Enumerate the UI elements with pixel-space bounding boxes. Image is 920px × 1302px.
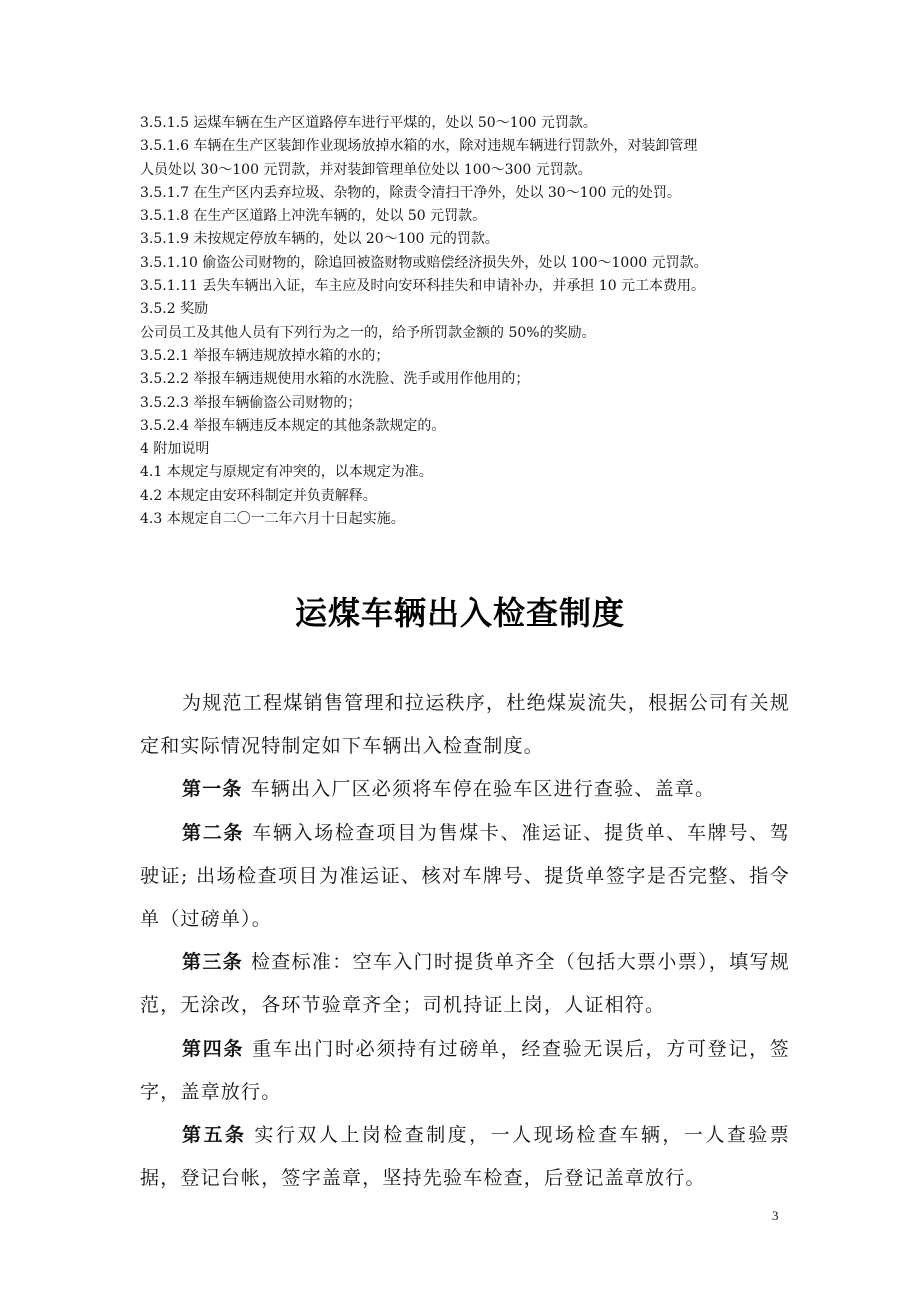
regulation-body [140, 682, 790, 1200]
clause-line: 3.5.1.10 偷盗公司财物的，除追回被盗财物或赔偿经济损失外，处以 100～1000 元罚款。 [140, 254, 708, 271]
clause-line: 3.5.2.1 举报车辆违规放掉水箱的水的； [140, 347, 390, 364]
article-label: 第四条 [182, 1037, 245, 1060]
clause-line: 3.5.2.2 举报车辆违规使用水箱的水洗脸、洗手或用作他用的； [140, 371, 530, 388]
article-4 [140, 1028, 790, 1114]
clause-line: 3.5.1.8 在生产区道路上冲洗车辆的，处以 50 元罚款。 [140, 208, 487, 225]
page-number: 3 [772, 1208, 779, 1223]
article-text: 车辆入场检查项目为售煤卡、准运证、提货单、车牌号、驾驶证; 出场检查项目为准运证、核对车牌号、提货单签字是否完整、指令单（过磅单）。 [140, 821, 790, 931]
clause-line: 公司员工及其他人员有下列行为之一的，给予所罚款金额的 50%的奖励。 [140, 324, 596, 341]
article-text: 重车出门时必须持有过磅单，经查验无误后，方可登记，签字，盖章放行。 [140, 1037, 790, 1103]
intro-paragraph: 为规范工程煤销售管理和拉运秩序，杜绝煤炭流失，根据公司有关规定和实际情况特制定如下车辆出入检查制度。 [140, 692, 790, 758]
article-text: 车辆出入厂区必须将车停在验车区进行查验、盖章。 [250, 778, 716, 801]
article-3 [140, 941, 790, 1027]
document-title: 运煤车辆出入检查制度 [294, 594, 625, 632]
article-5 [140, 1114, 790, 1200]
clause-line: 3.5.1.9 未按规定停放车辆的，处以 20～100 元的罚款。 [140, 231, 499, 248]
clause-line: 3.5.1.6 车辆在生产区装卸作业现场放掉水箱的水，除对违规车辆进行罚款外，对装卸管理 [140, 138, 698, 155]
clause-line: 4.3 本规定自二〇一二年六月十日起实施。 [140, 511, 405, 528]
regulation-clauses [140, 112, 800, 531]
clause-line: 3.5.1.7 在生产区内丢弃垃圾、杂物的，除责令清扫干净外，处以 30～100 元的处罚。 [140, 184, 681, 201]
article-1 [140, 768, 790, 811]
article-label: 第二条 [182, 821, 245, 844]
clause-line: 4.2 本规定由安环科制定并负责解释。 [140, 487, 377, 504]
article-label: 第一条 [182, 778, 243, 801]
article-text: 实行双人上岗检查制度，一人现场检查车辆，一人查验票据，登记台帐，签字盖章，坚持先验车检查，后登记盖章放行。 [140, 1124, 790, 1190]
article-label: 第五条 [182, 1124, 247, 1147]
article-2 [140, 812, 790, 942]
clause-line: 3.5.1.5 运煤车辆在生产区道路停车进行平煤的，处以 50～100 元罚款。 [140, 115, 597, 131]
section-heading: 3.5.2 奖励 [140, 301, 209, 318]
section-heading: 4 附加说明 [140, 441, 210, 458]
article-text: 检查标准：空车入门时提货单齐全（包括大票小票），填写规范，无涂改，各环节验章齐全；司机持证上岗，人证相符。 [140, 951, 790, 1017]
clause-line: 4.1 本规定与原规定有冲突的，以本规定为准。 [140, 464, 433, 481]
clause-line: 3.5.2.4 举报车辆违反本规定的其他条款规定的。 [140, 417, 446, 434]
clause-line: 3.5.2.3 举报车辆偷盗公司财物的； [140, 394, 362, 411]
article-label: 第三条 [182, 951, 243, 974]
clause-line: 3.5.1.11 丢失车辆出入证，车主应及时向安环科挂失和申请补办，并承担 10 元工本费用。 [140, 278, 706, 295]
clause-line: 人员处以 30～100 元罚款，并对装卸管理单位处以 100～300 元罚款。 [140, 161, 592, 178]
